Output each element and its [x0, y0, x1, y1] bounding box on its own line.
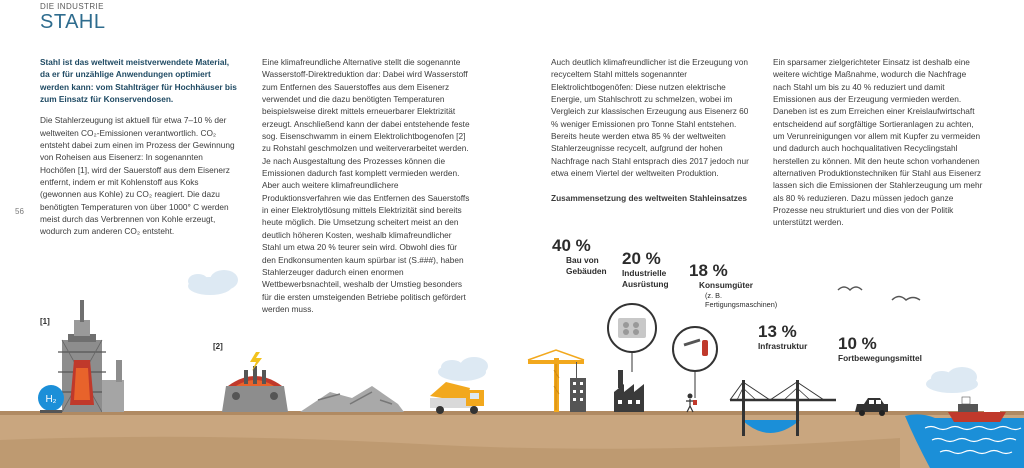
- stat-label: Bau von Gebäuden: [566, 255, 607, 276]
- page-number: 56: [15, 207, 24, 216]
- stat-percent: 40 %: [552, 236, 591, 255]
- stat-percent: 20 %: [622, 249, 661, 268]
- bird-icon: [838, 287, 862, 290]
- paragraph: Auch deutlich klimafreundlicher ist die Erzeugung von recyceltem Stahl mittels sogenannter Elektrolichtbogenöfen: Diese nutzen elektrische Energie, um Stahlschrott zu schmelzen, wobei im Vergleich zur klassischen Erzeugung aus Eisenerz 60 % weniger Emissionen pro Tonne Stahl entstehen. Bereits heute werden etwa 85 % der weltweiten Stahlerzeugnisse recycelt, aufgrund der hohen Nachfrage nach Stahl entsprach dies 2017 jedoch nur etwa einem Viertel der weltweiten Produktion.: [551, 57, 749, 179]
- stat-percent: 13 %: [758, 322, 797, 341]
- paragraph: Ein sparsamer zielgerichteter Einsatz ist deshalb eine weitere wichtige Maßnahme, wodurch die Nachfrage nach Stahl um bis zu 40 % reduziert und damit Emissionen aus der Erzeugung vermieden werden. Daneben ist es zum Erreichen einer Kreislaufwirtschaft entscheidend auf sorgfältige Sortieranlagen zu achten, um Verunreinigungen vor allem mit Kupfer zu vermeiden und dadurch auch hochqualitativen Recyclingstahl herstellen zu können. Mit den heute schon vorhandenen alternativen Produktionstechniken für Stahl aus Eisenerz lassen sich die Emissionen der Stahlerzeugung um mehr als 80 % reduzieren. Dazu müssen jedoch ganze Prozesse neu strukturiert und dies von der Politik unterstützt werden.: [773, 57, 983, 228]
- stat-infrastructure: [758, 323, 807, 352]
- stat-label: Industrielle Ausrüstung: [622, 268, 669, 289]
- marker-blast-furnace: [1]: [40, 317, 50, 326]
- building-icon: [570, 378, 586, 412]
- stat-label: Infrastruktur: [758, 341, 808, 351]
- stat-sublabel: (z. B. Fertigungsmaschinen): [705, 290, 778, 309]
- hydrogen-tank-icon: [38, 385, 64, 413]
- consumer-goods-circle-icon: [673, 327, 717, 398]
- paragraph: Die Stahlerzeugung ist aktuell für etwa 7–10 % der weltweiten CO₂-Emissionen verantwortlich. CO₂ entsteht dabei zum einen im Prozess der Gewinnung von Roheisen aus Eisenerz: In sogenannten Hochöfen [1], wird der Sauerstoff aus dem Eisenerz entfernt, indem er mit Kohlenstoff aus Koks (gewonnen aus Kohle) zu CO₂ reagiert. Die dazu benötigten Temperaturen von über 1000° C werden meist durch das Verbrennen von Kohle erzeugt, wodurch zum anderen CO₂ entsteht.: [40, 115, 235, 237]
- cloud-icon: [438, 357, 488, 381]
- stat-buildings: [552, 237, 620, 276]
- bird-icon: [892, 297, 920, 301]
- stat-vehicles: [838, 335, 922, 364]
- truck-icon: [430, 382, 484, 414]
- factory-icon: [614, 370, 644, 412]
- cloud-icon: [926, 367, 978, 393]
- stat-label: Konsumgüter: [699, 280, 753, 290]
- machinery-circle-icon: [608, 304, 656, 372]
- stat-percent: 18 %: [689, 261, 728, 280]
- intro-paragraph: Stahl ist das weltweit meistverwendete Material, da er für unzählige Anwendungen optimiert werden kann: vom Stahlträger für Hochhäuser bis zum Einsatz für Konservendosen.: [40, 57, 237, 105]
- stat-consumer-goods: [689, 262, 783, 310]
- ship-icon: [948, 397, 1006, 422]
- marker-arc-furnace: [2]: [213, 342, 223, 351]
- stat-percent: 10 %: [838, 334, 877, 353]
- page-title: STAHL: [40, 11, 106, 33]
- paragraph: Eine klimafreundliche Alternative stellt die sogenannte Wasserstoff-Direktreduktion dar: Dabei wird Wasserstoff zum Entfernen des Sauerstoffes aus dem Eisenerz verwendet und die dazu benötigten Temperaturen beispielsweise direkt mittels erneuerbarer Elektrizität erzeugt. Anschließend kann der dabei entstehende feste sog. Eisenschwamm in einem Elektrolichtbogenofen [2] zu Rohstahl geschmolzen und weiterverarbeitet werden. Je nach Ausgestaltung des Prozesses können die Emissionen dadurch fast komplett vermieden werden. Aber auch weitere klimafreundlichere Produktionsverfahren wie das Entfernen des Sauerstoffs in einer Elektrolytlösung mittels Elektrizität sind bereits heute möglich. Die Umsetzung scheitert meist an den deutlich höheren Kosten, weshalb klimafreundlicher Stahl um etwa 20 % teurer sein wird. Obwohl dies für den Endkonsumenten kaum spürbar ist (S.###), haben Stahlerzeuger dadurch einen enormen Wettbewerbsnachteil, weshalb der Umstieg besonders für die ersten umsteigenden Betriebe politisch gefördert werden muss.: [262, 57, 470, 314]
- figure-title: Zusammensetzung des weltweiten Stahleinsatzes: [551, 193, 747, 203]
- stat-label: Fortbewegungsmittel: [838, 353, 922, 363]
- cloud-icon: [188, 270, 238, 295]
- h2-label: H₂: [45, 394, 57, 405]
- blast-furnace-icon: [58, 300, 124, 412]
- electric-arc-furnace-icon: [222, 352, 288, 412]
- scrap-pile-icon: [300, 386, 404, 412]
- section-label: DIE INDUSTRIE: [40, 2, 104, 11]
- stat-industrial-equipment: [622, 250, 676, 289]
